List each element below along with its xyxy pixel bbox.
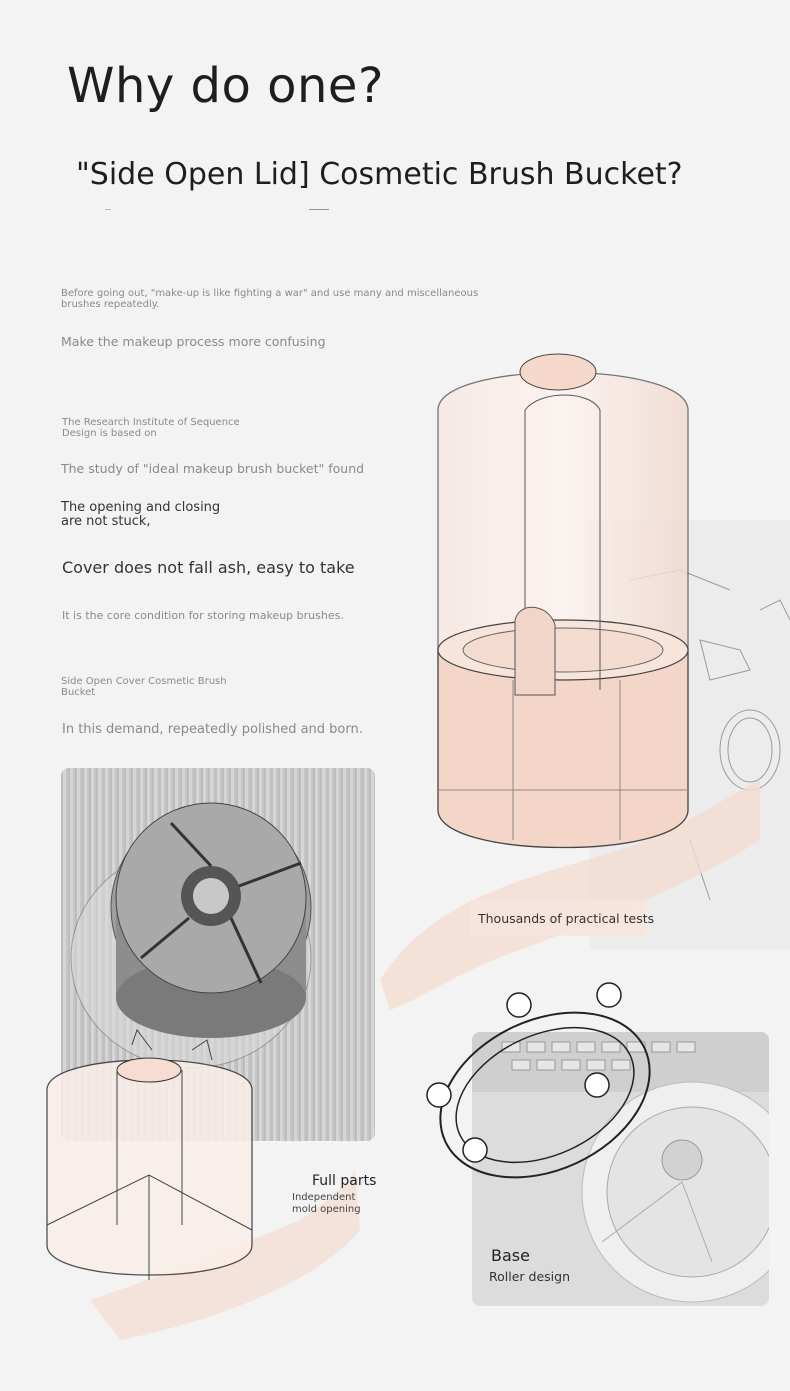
research-text: The study of "ideal makeup brush bucket" found	[61, 461, 365, 476]
product-text: Side Open Cover Cosmetic Brush Bucket	[61, 676, 227, 698]
research-text: The Research Institute of Sequence Design is based on	[62, 417, 240, 439]
base-title: Base	[491, 1246, 530, 1265]
product-text: In this demand, repeatedly polished and born.	[62, 722, 363, 737]
parts-title: Full parts	[312, 1173, 377, 1189]
research-text: The opening and closing are not stuck,	[61, 500, 221, 529]
brush-bucket-illustration	[430, 350, 690, 870]
tests-label-text: Thousands of practical tests	[478, 911, 655, 926]
parts-sketch	[42, 1035, 262, 1305]
page-title: Why do one?	[67, 58, 384, 114]
intro-text: Before going out, "make-up is like fighting a war" and use many and miscellaneous brushes repeatedly.	[61, 288, 479, 310]
research-text: It is the core condition for storing makeup brushes.	[62, 609, 344, 622]
research-text: Cover does not fall ash, easy to take	[62, 558, 355, 577]
parts-subtitle: Independent mold opening	[292, 1192, 361, 1215]
page-subtitle: "Side Open Lid] Cosmetic Brush Bucket?	[76, 157, 683, 192]
base-subtitle: Roller design	[489, 1269, 570, 1284]
roller-ring-sketch	[425, 980, 665, 1200]
intro-text: Make the makeup process more confusing	[61, 334, 326, 349]
